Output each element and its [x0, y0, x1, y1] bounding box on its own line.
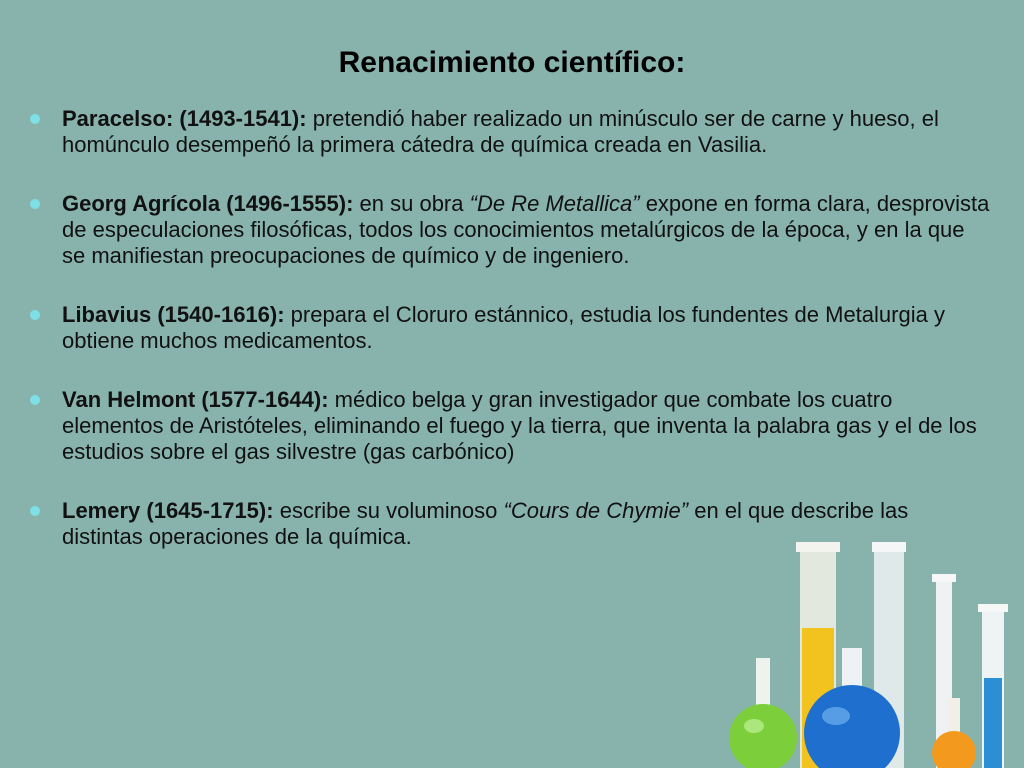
bullet-icon [30, 199, 40, 209]
bullet-icon [30, 114, 40, 124]
slide-title: Renacimiento científico: [338, 46, 686, 79]
item-text: pretendió haber realizado un minúsculo ser de carne y hueso, el homúnculo desempeñó la primera cátedra de química creada en Vasilia. [62, 106, 939, 157]
item-text: escribe su voluminoso [279, 498, 498, 523]
item-heading: Georg Agrícola (1496-1555): [62, 191, 354, 216]
item-heading: Van Helmont (1577-1644): [62, 387, 329, 412]
item-text: en su obra [359, 191, 464, 216]
item-heading: Libavius (1540-1616): [62, 302, 285, 327]
item-heading: Paracelso: (1493-1541): [62, 106, 307, 131]
item-work-title: “Cours de Chymie” [503, 498, 689, 523]
list-item [30, 191, 990, 269]
bullet-icon [30, 395, 40, 405]
item-text: expone en forma clara, desprovista de especulaciones filosóficas, todos los conocimientos metalúrgicos de la época, y en la que se manifiestan preocupaciones de químico y de ingeniero. [62, 191, 990, 268]
item-text: médico belga y gran investigador que combate los cuatro elementos de Aristóteles, eliminando el fuego y la tierra, que inventa la palabra gas y el de los estudios sobre el gas silvestre (gas carbónico) [62, 387, 977, 464]
bullet-icon [30, 310, 40, 320]
item-text: prepara el Cloruro estánnico, estudia los fundentes de Metalurgia y obtiene muchos medicamentos. [62, 302, 945, 353]
item-heading: Lemery (1645-1715): [62, 498, 274, 523]
bullet-icon [30, 506, 40, 516]
list-item [30, 302, 990, 354]
bullet-list [30, 106, 990, 583]
laboratory-glassware-icon [704, 528, 1024, 768]
list-item [30, 106, 990, 158]
item-work-title: “De Re Metallica” [469, 191, 640, 216]
item-text: en el que describe las distintas operaciones de la química. [62, 498, 909, 549]
list-item [30, 387, 990, 465]
